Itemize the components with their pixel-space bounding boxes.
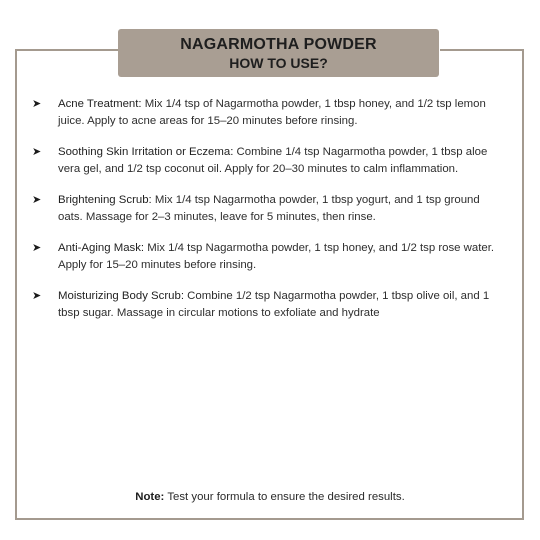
page-subtitle: HOW TO USE? bbox=[229, 55, 328, 71]
item-name: Acne Treatment: bbox=[58, 98, 142, 110]
item-name: Moisturizing Body Scrub: bbox=[58, 290, 184, 302]
page-title: NAGARMOTHA POWDER bbox=[180, 36, 377, 53]
list-item bbox=[30, 144, 500, 178]
note-text: Test your formula to ensure the desired results. bbox=[164, 491, 405, 503]
item-text: Combine 1/2 tsp Nagarmotha powder, 1 tbsp olive oil, and 1 tbsp sugar. Massage in circular motions to exfoliate and hydrate bbox=[58, 290, 490, 319]
item-text: Mix 1/4 tsp of Nagarmotha powder, 1 tbsp honey, and 1/2 tsp lemon juice. Apply to acne areas for 15–20 minutes before rinsing. bbox=[58, 98, 486, 127]
arrowhead-right-icon: ➤ bbox=[32, 242, 42, 254]
item-name: Soothing Skin Irritation or Eczema: bbox=[58, 146, 234, 158]
note-label: Note: bbox=[135, 491, 165, 503]
item-name: Brightening Scrub: bbox=[58, 194, 152, 206]
arrowhead-right-icon: ➤ bbox=[32, 98, 42, 110]
list-item bbox=[30, 288, 500, 322]
list-item bbox=[30, 240, 500, 274]
usage-list bbox=[30, 96, 500, 322]
list-item bbox=[30, 192, 500, 226]
frame-top-right-line bbox=[440, 49, 524, 51]
list-item bbox=[30, 96, 500, 130]
title-banner bbox=[118, 29, 439, 77]
item-text: Combine 1/4 tsp Nagarmotha powder, 1 tbsp aloe vera gel, and 1/2 tsp coconut oil. Apply for 20–30 minutes to calm inflammation. bbox=[58, 146, 488, 175]
item-name: Anti-Aging Mask: bbox=[58, 242, 145, 254]
arrowhead-right-icon: ➤ bbox=[32, 194, 42, 206]
footer-note bbox=[0, 491, 540, 503]
arrowhead-right-icon: ➤ bbox=[32, 290, 42, 302]
item-text: Mix 1/4 tsp Nagarmotha powder, 1 tsp honey, and 1/2 tsp rose water. Apply for 15–20 minutes before rinsing. bbox=[58, 242, 495, 271]
arrowhead-right-icon: ➤ bbox=[32, 146, 42, 158]
frame-top-left-line bbox=[15, 49, 119, 51]
item-text: Mix 1/4 tsp Nagarmotha powder, 1 tbsp yogurt, and 1 tsp ground oats. Massage for 2–3 minutes, leave for 5 minutes, then rinse. bbox=[58, 194, 480, 223]
